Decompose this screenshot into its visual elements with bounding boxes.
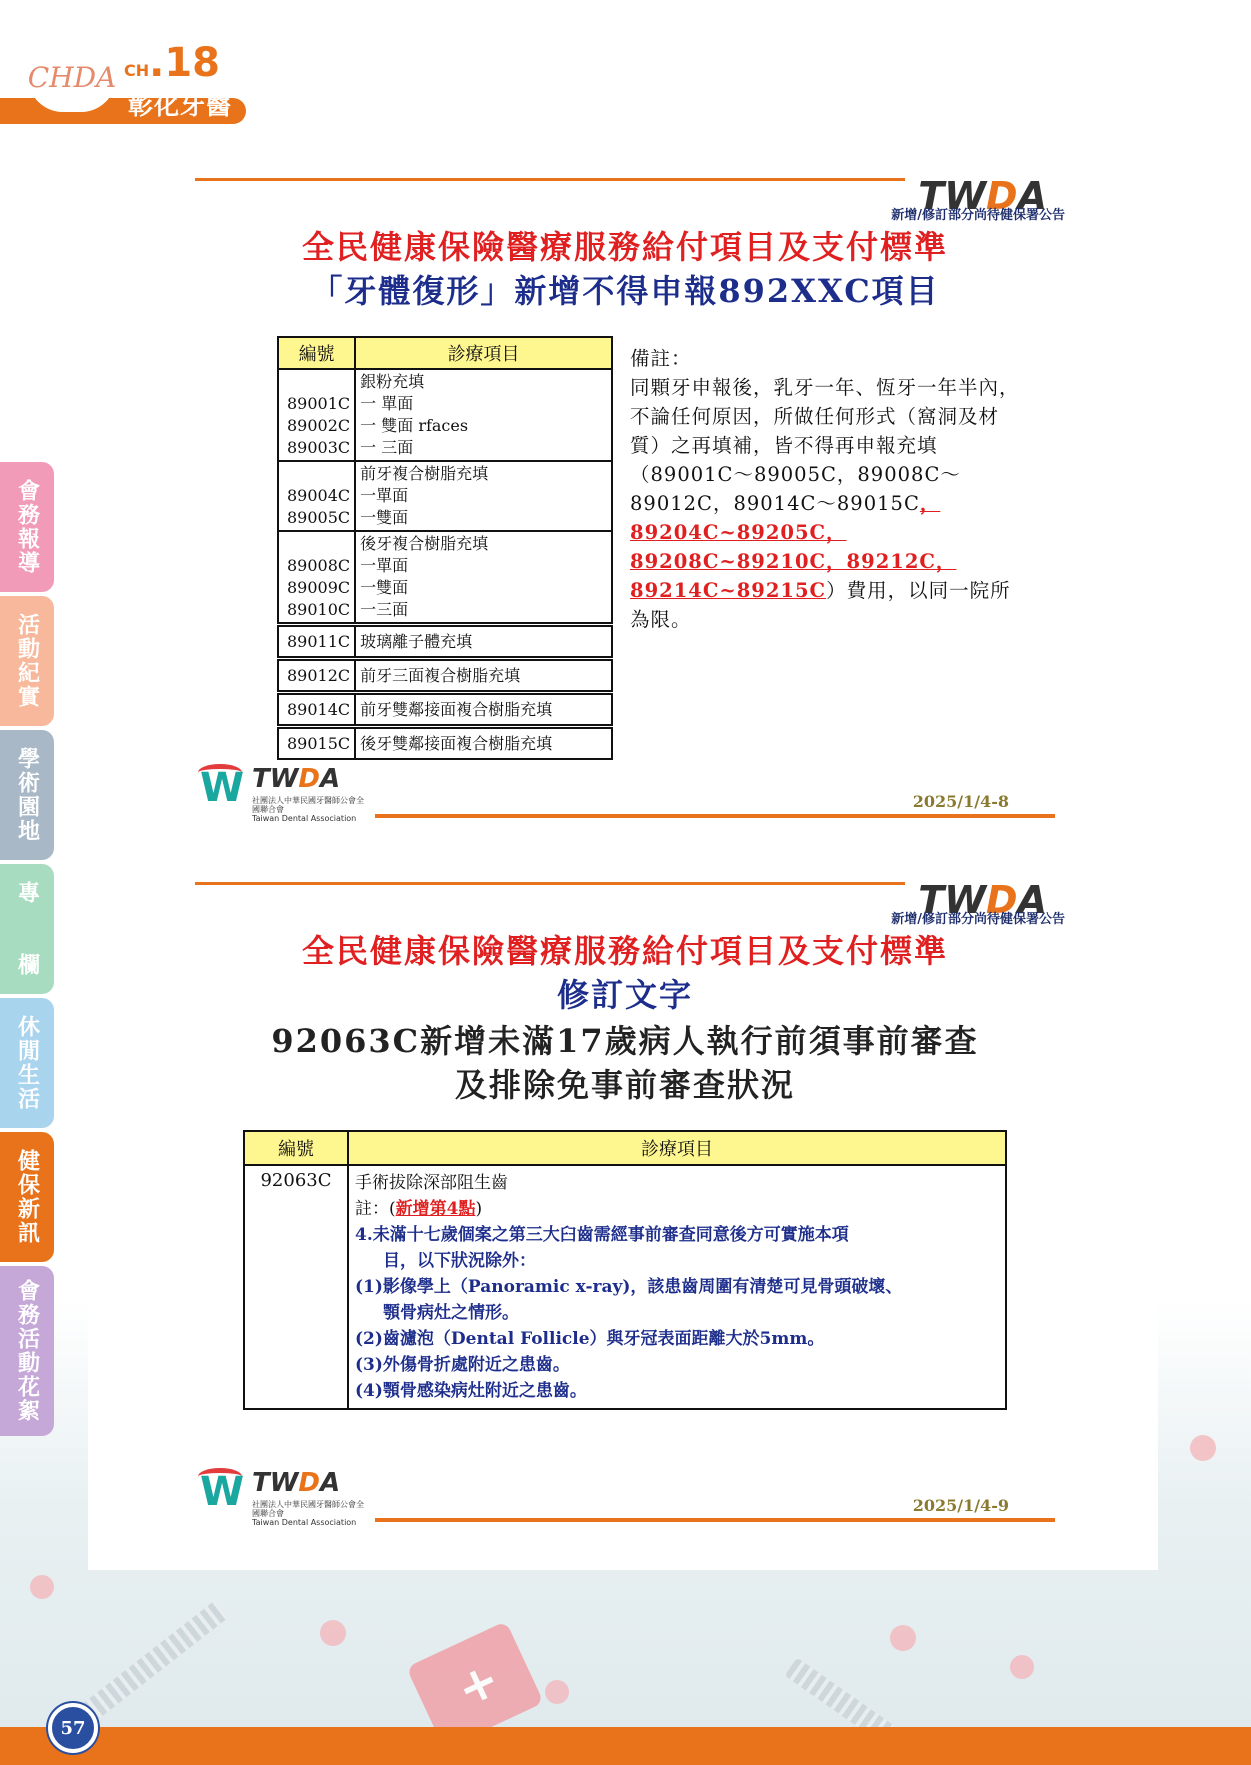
- item: 一 單面: [360, 394, 414, 413]
- table-row: [278, 369, 612, 461]
- column-header-code: 編號: [278, 337, 355, 369]
- code: 89003C: [287, 438, 351, 457]
- item-name: 手術拔除深部阻生齒: [355, 1173, 508, 1193]
- code-cell: 89011C: [278, 626, 355, 657]
- decor-dot: [30, 1575, 54, 1599]
- side-tab-activities[interactable]: 活動紀實: [0, 596, 54, 726]
- table-row: [278, 461, 612, 531]
- top-rule: [195, 178, 905, 181]
- notes-block: [630, 344, 1030, 634]
- twda-corner-logo: TWDA: [918, 878, 1047, 922]
- code: 89004C: [287, 486, 351, 505]
- code-cell: [278, 531, 355, 623]
- issue-number-value: .18: [149, 40, 220, 86]
- item: 一 雙面 rfaces: [360, 416, 469, 435]
- exception-1-cont: 顎骨病灶之情形。: [383, 1303, 519, 1323]
- table-row: [278, 694, 612, 725]
- exception-2: (2)齒濾泡（Dental Follicle）與牙冠表面距離大於5mm。: [355, 1329, 825, 1349]
- rule-4-line: 4.未滿十七歲個案之第三大臼齒需經事前審查同意後方可實施本項: [355, 1225, 849, 1245]
- decor-dot: [320, 1620, 346, 1646]
- code-cell: 89012C: [278, 660, 355, 691]
- tooth-icon: W: [200, 765, 245, 811]
- table-row: [278, 531, 612, 623]
- slide-heading-line1: 92063C新增未滿17歲病人執行前須事前審查: [271, 1022, 979, 1060]
- item: 一單面: [360, 486, 409, 505]
- code-cell: 89014C: [278, 694, 355, 725]
- code-cell: [278, 369, 355, 461]
- item: 一雙面: [360, 578, 409, 597]
- twda-logo-name: TWDA: [252, 764, 341, 794]
- side-tab-academic[interactable]: 學術園地: [0, 730, 54, 860]
- twda-logo-subtitle: [252, 796, 370, 824]
- twda-corner-logo: TWDA: [918, 174, 1047, 218]
- logo-sub-english: Taiwan Dental Association: [252, 814, 357, 824]
- twda-logo: [200, 764, 370, 824]
- code-cell: 92063C: [244, 1165, 348, 1409]
- logo-sub-chinese: 社團法人中華民國牙醫師公會全國聯合會: [252, 1500, 364, 1519]
- code: 89010C: [287, 600, 351, 619]
- procedure-table: [277, 336, 613, 760]
- logo-sub-chinese: 社團法人中華民國牙醫師公會全國聯合會: [252, 796, 364, 815]
- twda-logo-subtitle: [252, 1500, 370, 1528]
- chda-logo: CHDA: [28, 42, 116, 112]
- side-tab-leisure[interactable]: 休閒生活: [0, 998, 54, 1128]
- exception-4: (4)顎骨感染病灶附近之患齒。: [355, 1381, 587, 1401]
- table-row: [244, 1165, 1006, 1409]
- exception-3: (3)外傷骨折處附近之患齒。: [355, 1355, 570, 1375]
- slide-subtitle: 修訂文字: [556, 976, 693, 1014]
- item-cell: 前牙雙鄰接面複合樹脂充填: [355, 694, 612, 725]
- slide-date: 2025/1/4-9: [912, 1496, 1009, 1515]
- column-header-item: 診療項目: [348, 1131, 1006, 1165]
- item-cell: 前牙三面複合樹脂充填: [355, 660, 612, 691]
- code: 89005C: [287, 508, 351, 527]
- item-cell: 玻璃離子體充填: [355, 626, 612, 657]
- side-tab-nhi-news[interactable]: 健保新訊: [0, 1132, 54, 1262]
- table-row: [278, 626, 612, 657]
- magazine-title: 彰化牙醫: [128, 91, 233, 120]
- footer-bar: [0, 1727, 1251, 1765]
- bottom-rule: [375, 814, 1055, 818]
- issue-prefix: CH: [124, 61, 150, 80]
- notes-tail: ）費用，以同一院所為限。: [630, 579, 1011, 631]
- item: 一單面: [360, 556, 409, 575]
- note-prefix: 註：(: [355, 1199, 396, 1219]
- rule-4-line-cont: 目，以下狀況除外：: [383, 1251, 536, 1271]
- item: 一雙面: [360, 508, 409, 527]
- twda-logo-name: TWDA: [252, 1468, 341, 1498]
- code: 89009C: [287, 578, 351, 597]
- slide-title: 全民健康保險醫療服務給付項目及支付標準: [301, 228, 948, 266]
- tooth-icon: W: [200, 1469, 245, 1515]
- decor-dot: [545, 1680, 569, 1704]
- group-title: 銀粉充填: [360, 372, 425, 391]
- slide-2: [185, 872, 1065, 1532]
- exception-1: (1)影像學上（Panoramic x-ray)，該患齒周圍有清楚可見骨頭破壞、: [355, 1277, 903, 1297]
- logo-sub-english: Taiwan Dental Association: [252, 1518, 357, 1528]
- decor-dot: [1010, 1655, 1034, 1679]
- slide-date: 2025/1/4-8: [912, 792, 1009, 811]
- item-cell: [355, 531, 612, 623]
- column-header-item: 診療項目: [355, 337, 612, 369]
- code: 89008C: [287, 556, 351, 575]
- twda-logo: [200, 1468, 370, 1528]
- item-cell: [348, 1165, 1006, 1409]
- announcement-note: 新增/修訂部分尚待健保署公告: [891, 912, 1065, 927]
- announcement-note: 新增/修訂部分尚待健保署公告: [891, 208, 1065, 223]
- top-rule: [195, 882, 905, 885]
- notes-added-codes: ，89204C~89205C，89208C~89210C，89212C，89214C~89215C: [630, 492, 957, 602]
- item-cell: [355, 369, 612, 461]
- slide-heading-line2: 及排除免事前審查狀況: [454, 1066, 795, 1104]
- slide-1: [185, 168, 1065, 828]
- column-header-code: 編號: [244, 1131, 348, 1165]
- group-title: 前牙複合樹脂充填: [360, 464, 489, 483]
- notes-heading: 備註：: [630, 347, 692, 370]
- table-row: [278, 660, 612, 691]
- code: 89002C: [287, 416, 351, 435]
- code-cell: [278, 461, 355, 531]
- item-cell: 後牙雙鄰接面複合樹脂充填: [355, 728, 612, 759]
- slide-subtitle: 「牙體復形」新增不得申報892XXC項目: [310, 272, 940, 310]
- issue-number: [124, 40, 220, 86]
- note-line: [355, 1196, 999, 1222]
- slide-title: 全民健康保險醫療服務給付項目及支付標準: [301, 932, 948, 970]
- item: 一三面: [360, 600, 409, 619]
- code: 89001C: [287, 394, 351, 413]
- item: 一 三面: [360, 438, 414, 457]
- decor-dot: [890, 1625, 916, 1651]
- side-tab-event-highlights[interactable]: 會務活動花絮: [0, 1266, 54, 1436]
- table-row: [278, 728, 612, 759]
- code-cell: 89015C: [278, 728, 355, 759]
- procedure-table: [243, 1130, 1007, 1410]
- bottom-rule: [375, 1518, 1055, 1522]
- note-suffix: ): [475, 1199, 483, 1219]
- decor-dot: [1190, 1435, 1216, 1461]
- side-tab-column[interactable]: 專 欄: [0, 864, 54, 994]
- page-number: 57: [48, 1703, 98, 1753]
- note-added: 新增第4點: [395, 1199, 476, 1219]
- item-cell: [355, 461, 612, 531]
- side-tab-meeting-reports[interactable]: 會務報導: [0, 462, 54, 592]
- notes-body: 同顆牙申報後，乳牙一年、恆牙一年半內，不論任何原因，所做任何形式（窩洞及材質）之再填補，皆不得再申報充填（89001C～89005C，89008C～89012C，89014C～89015C: [630, 376, 1020, 515]
- group-title: 後牙複合樹脂充填: [360, 534, 489, 553]
